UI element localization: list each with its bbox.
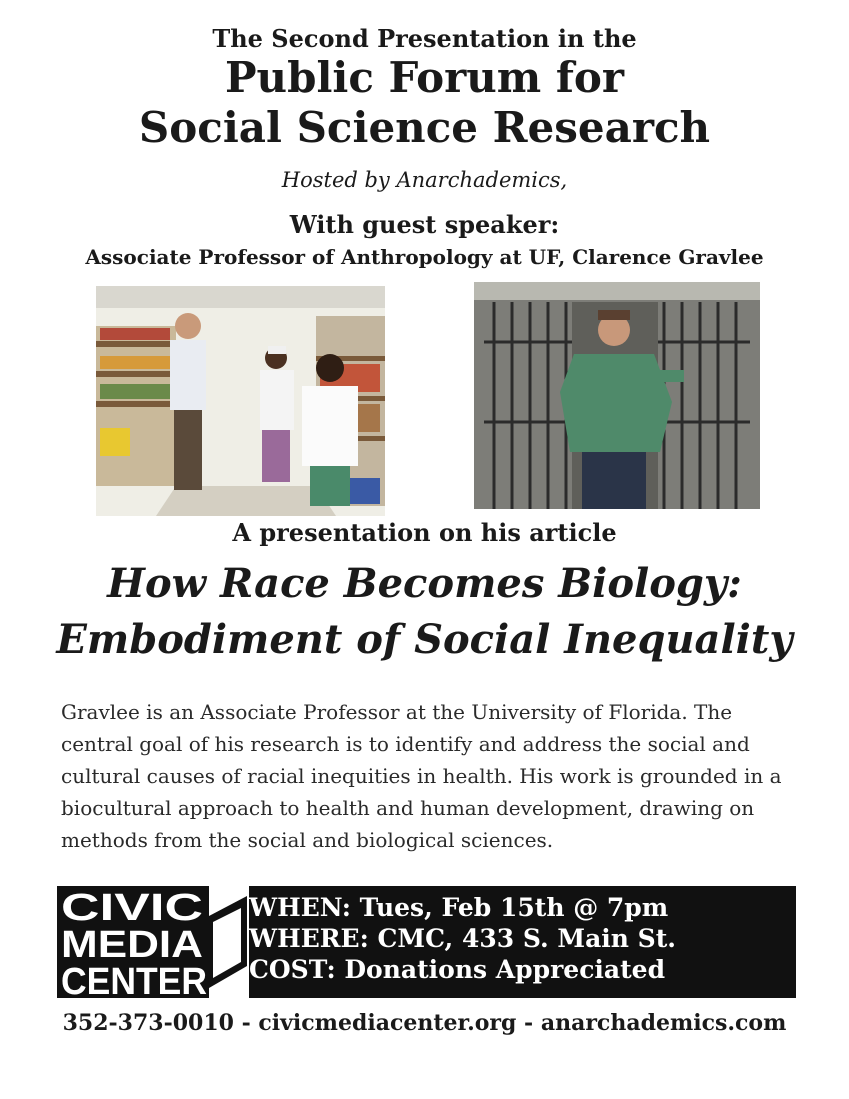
grocery-store-photo [96, 286, 385, 516]
article-title-line-2: Embodiment of Social Inequality [56, 616, 793, 663]
article-title-line-1: How Race Becomes Biology: [107, 560, 742, 607]
speaker-bio: Gravlee is an Associate Professor at the University of Florida. The central goal of his research is to identify and address the social and cultural causes of racial inequities in health. His work is grounded in a biocultural approach to health and human development, drawing on methods from the social and biological sciences. [61, 700, 782, 852]
logo-line-3: CENTER [61, 961, 207, 998]
presentation-intro: A presentation on his article [232, 518, 617, 547]
title-line-1: Public Forum for [224, 53, 625, 102]
contact-footer: 352-373-0010 - civicmediacenter.org - anarchademics.com [62, 1010, 787, 1036]
hosted-by-text: Hosted by Anarchademics, [281, 168, 568, 192]
event-cost: COST: Donations Appreciated [249, 955, 666, 984]
event-when: WHEN: Tues, Feb 15th @ 7pm [249, 893, 669, 922]
logo-line-2: MEDIA [61, 924, 203, 966]
guest-speaker-name: Associate Professor of Anthropology at UF, Clarence Gravlee [85, 245, 764, 269]
speaker-portrait-photo [474, 282, 760, 509]
kicker-text: The Second Presentation in the [212, 24, 637, 53]
logo-line-1: CIVIC [61, 887, 203, 929]
civic-media-center-logo [57, 886, 247, 998]
event-where: WHERE: CMC, 433 S. Main St. [249, 924, 676, 953]
title-line-2: Social Science Research [138, 103, 711, 152]
guest-speaker-label: With guest speaker: [289, 210, 560, 239]
event-details-box [249, 886, 796, 998]
